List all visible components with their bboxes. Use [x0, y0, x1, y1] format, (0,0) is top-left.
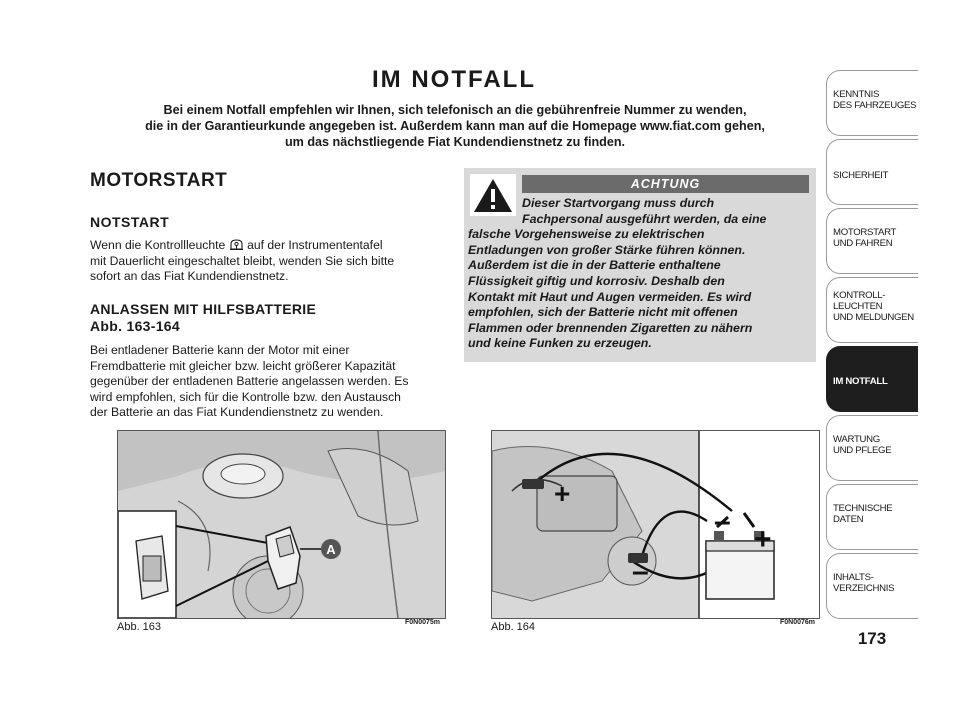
notstart-text: auf der Instrumententafel [247, 238, 383, 252]
tab-label: UND PFLEGE [833, 445, 892, 456]
tab-kontrollleuchten[interactable] [826, 277, 918, 343]
notstart-line: sofort an das Fiat Kundendienstnetz. [90, 269, 289, 283]
figure-163-code: F0N0075m [405, 619, 441, 626]
warning-line: Kontakt mit Haut und Augen vermeiden. Es wird [468, 289, 752, 304]
tab-sicherheit[interactable] [826, 139, 918, 205]
tab-label: INHALTS- [833, 572, 874, 583]
intro-line: um das nächstliegende Fiat Kundendienstnetz zu finden. [284, 135, 626, 149]
intro-text [90, 102, 820, 150]
tab-inhaltsverzeichnis[interactable] [826, 553, 918, 619]
figure-164 [491, 430, 820, 619]
warning-line: Entladungen von großer Stärke führen können. [468, 242, 746, 257]
plus-symbol: + [754, 523, 772, 556]
hilfsbatterie-line: Bei entladener Batterie kann der Motor mit einer [90, 343, 350, 357]
figure-163 [117, 430, 446, 619]
hilfsbatterie-paragraph [90, 343, 452, 421]
notstart-text: Wenn die Kontrollleuchte [90, 238, 226, 252]
hilfsbatterie-heading [90, 301, 316, 335]
hilfsbatterie-heading-line: ANLASSEN MIT HILFSBATTERIE [90, 301, 317, 317]
tab-technische-daten[interactable] [826, 484, 918, 550]
warning-line: Flammen oder brennenden Zigaretten zu nähern [468, 320, 753, 335]
tab-label: SICHERHEIT [833, 170, 889, 181]
hilfsbatterie-line: gegenüber der entladenen Batterie angelassen werden. Es [90, 374, 409, 388]
warning-line: Dieser Startvorgang muss durch [522, 196, 715, 210]
tab-im-notfall[interactable] [826, 346, 918, 412]
page-title: IM NOTFALL [372, 66, 536, 93]
figure-164-caption: Abb. 164 [491, 621, 536, 633]
engine-bay-illustration [118, 431, 445, 618]
intro-line: die in der Garantieurkunde angegeben ist. Außerdem kann man auf die Homepage www.fiat.com gehen, [145, 119, 765, 133]
tab-label: MOTORSTART [833, 227, 897, 238]
tab-label: IM NOTFALL [833, 376, 888, 387]
minus-symbol: – [632, 555, 649, 588]
tab-motorstart[interactable] [826, 208, 918, 274]
warning-line: falsche Vorgehensweise zu elektrischen [468, 227, 705, 242]
tab-label: UND FAHREN [833, 238, 893, 249]
tab-label: DATEN [833, 514, 864, 525]
tab-label: UND MELDUNGEN [833, 312, 914, 323]
minus-symbol: – [714, 505, 731, 538]
hilfsbatterie-line: Fremdbatterie mit gleicher bzw. leicht größerer Kapazität [90, 358, 396, 373]
immobilizer-warning-lamp-icon [229, 238, 244, 251]
tab-label: VERZEICHNIS [833, 583, 895, 594]
intro-line: Bei einem Notfall empfehlen wir Ihnen, sich telefonisch an die gebührenfreie Nummer zu wenden, [163, 103, 747, 117]
page-number: 173 [857, 629, 887, 648]
tab-label: LEUCHTEN [833, 301, 883, 312]
warning-line: Fachpersonal ausgeführt werden, da eine [522, 211, 767, 226]
warning-line: Außerdem ist die in der Batterie enthaltene [468, 258, 721, 273]
hilfsbatterie-heading-line: Abb. 163-164 [90, 318, 180, 334]
tab-wartung[interactable] [826, 415, 918, 481]
section-title: MOTORSTART [90, 170, 228, 191]
warning-line: empfohlen, sich der Batterie nicht mit offenen [468, 305, 738, 320]
hilfsbatterie-line: wird empfohlen, sich für die Kontrolle bzw. den Austausch [90, 389, 401, 404]
notstart-paragraph [90, 238, 450, 285]
notstart-line [90, 238, 450, 254]
tab-label: DES FAHRZEUGES [833, 100, 917, 111]
tab-label: TECHNISCHE [833, 503, 893, 514]
notstart-line: mit Dauerlicht eingeschaltet bleibt, wenden Sie sich bitte [90, 253, 395, 268]
tab-label: KENNTNIS [833, 89, 880, 100]
notstart-heading: NOTSTART [90, 214, 170, 230]
plus-symbol: + [554, 478, 571, 509]
tab-label: WARTUNG [833, 434, 880, 445]
warning-box [464, 168, 816, 362]
figure-163-caption: Abb. 163 [117, 621, 162, 633]
warning-line: Flüssigkeit giftig und korrosiv. Deshalb den [468, 273, 725, 288]
warning-label: ACHTUNG [522, 175, 809, 193]
callout-a: A [326, 542, 336, 557]
warning-text [468, 196, 814, 352]
figure-164-code: F0N0076m [780, 619, 816, 626]
jump-start-illustration [492, 431, 819, 618]
warning-line: und keine Funken zu erzeugen. [468, 336, 652, 351]
tab-label: KONTROLL- [833, 290, 886, 301]
tab-kenntnis[interactable] [826, 70, 918, 136]
hilfsbatterie-line: der Batterie an das Fiat Kundendienstnetz zu wenden. [90, 405, 384, 419]
